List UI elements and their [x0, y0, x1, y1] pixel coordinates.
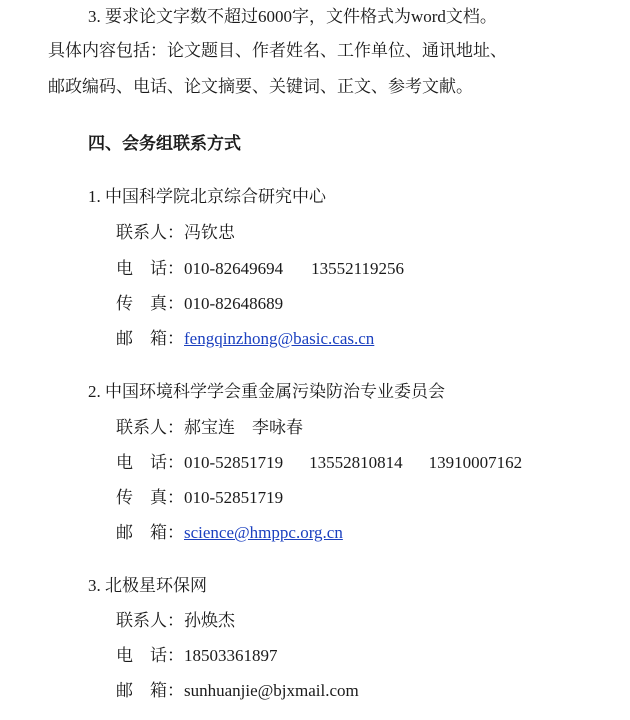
fax-row — [116, 293, 283, 315]
phone-number: 010-82649694 — [184, 259, 284, 278]
phone-number: 13910007162 — [428, 453, 523, 472]
contact-person-label: 联系人： — [116, 223, 184, 242]
fax-row — [116, 487, 283, 509]
contact-org: 2. 中国环境科学学会重金属污染防治专业委员会 — [88, 382, 445, 401]
contact-person-name: 孙焕杰 — [184, 611, 235, 630]
contact-person-row — [116, 417, 303, 439]
email-row — [116, 522, 343, 544]
email-link[interactable]: science@hmppc.org.cn — [184, 523, 343, 542]
email-row — [116, 328, 374, 350]
fax-number: 010-52851719 — [184, 488, 284, 507]
contact-person-label: 联系人： — [116, 418, 184, 437]
requirement-item-3-line-3: 邮政编码、电话、论文摘要、关键词、正文、参考文献。 — [48, 77, 473, 96]
requirement-item-3-line-1: 3. 要求论文字数不超过6000字，文件格式为word文档。 — [88, 7, 497, 26]
phone-number: 18503361897 — [184, 646, 278, 665]
fax-label: 传 真： — [116, 294, 184, 313]
section-heading-contacts: 四、会务组联系方式 — [88, 134, 241, 153]
email-label: 邮 箱： — [116, 523, 184, 542]
phone-row — [116, 645, 278, 667]
phone-row — [116, 258, 404, 280]
contact-person-name: 冯钦忠 — [184, 223, 235, 242]
fax-number: 010-82648689 — [184, 294, 284, 313]
fax-label: 传 真： — [116, 488, 184, 507]
contact-person-name: 郝宝连 李咏春 — [184, 418, 303, 437]
requirement-item-3-line-2: 具体内容包括：论文题目、作者姓名、工作单位、通讯地址、 — [48, 41, 507, 60]
phone-label: 电 话： — [116, 646, 184, 665]
contact-person-row — [116, 610, 235, 632]
phone-row — [116, 452, 522, 474]
phone-number: 010-52851719 — [184, 453, 284, 472]
email-address: sunhuanjie@bjxmail.com — [184, 681, 359, 700]
email-row — [116, 680, 359, 702]
contact-person-label: 联系人： — [116, 611, 184, 630]
phone-number: 13552810814 — [309, 453, 403, 472]
contact-org: 1. 中国科学院北京综合研究中心 — [88, 187, 326, 206]
email-link[interactable]: fengqinzhong@basic.cas.cn — [184, 329, 375, 348]
phone-number: 13552119256 — [311, 259, 405, 278]
email-label: 邮 箱： — [116, 329, 184, 348]
contact-org: 3. 北极星环保网 — [88, 576, 207, 595]
phone-label: 电 话： — [116, 259, 184, 278]
email-label: 邮 箱： — [116, 681, 184, 700]
contact-person-row — [116, 222, 235, 244]
phone-label: 电 话： — [116, 453, 184, 472]
